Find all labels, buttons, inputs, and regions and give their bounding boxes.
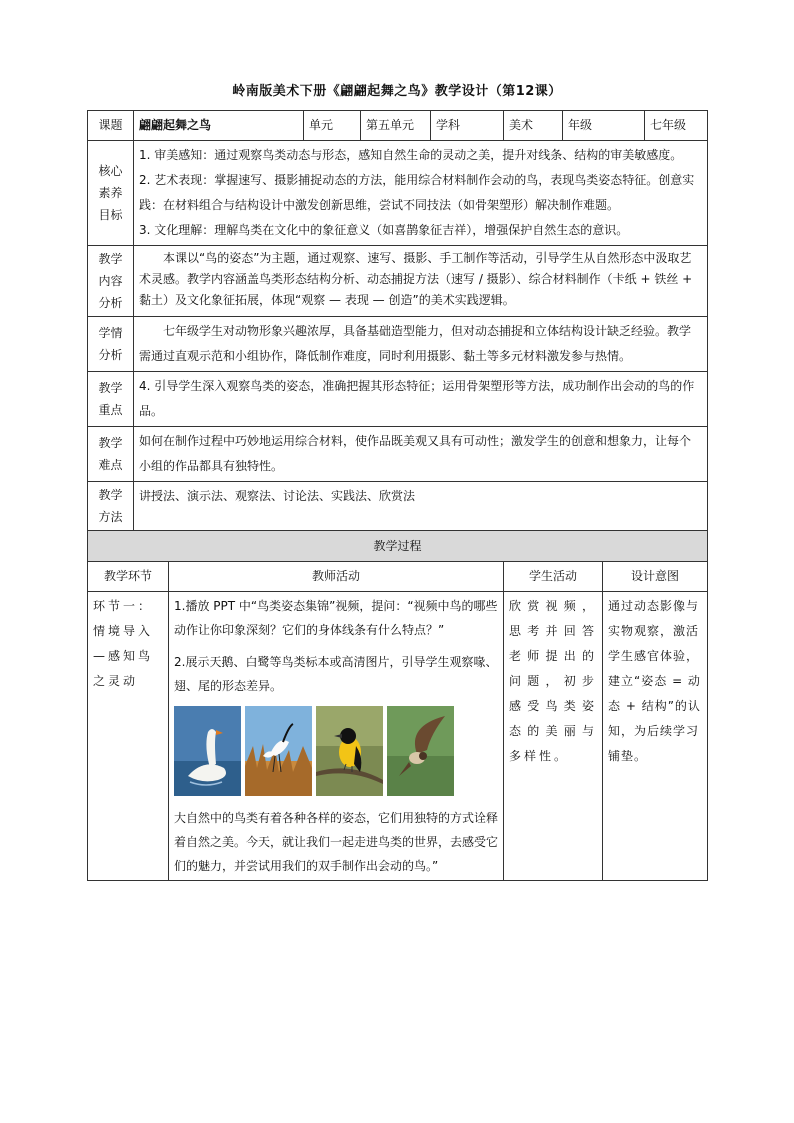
key-text: 4. 引导学生深入观察鸟类的姿态，准确把握其形态特征；运用骨架塑形等方法，成功制作出会动的鸟的作品。 <box>134 372 708 427</box>
swallow-photo <box>387 706 454 796</box>
methods-label: 教学方法 <box>88 482 134 531</box>
col-intent: 设计意图 <box>603 562 708 592</box>
key-label: 教学重点 <box>88 372 134 427</box>
process-row-1 <box>88 592 708 881</box>
subject-value: 美术 <box>504 111 563 141</box>
oriole-photo <box>316 706 383 796</box>
subject-label: 学科 <box>431 111 504 141</box>
analysis-text: 本课以“鸟的姿态”为主题，通过观察、速写、摄影、手工制作等活动，引导学生从自然形态中汲取艺术灵感。教学内容涵盖鸟类形态结构分析、动态捕捉方法（速写 / 摄影）、综合材料制作（卡纸 + 铁丝 + 黏土）及文化象征拓展，体现“观察 — 表现 — 创造”的美术实践逻辑。 <box>134 246 708 317</box>
analysis-row <box>88 246 708 317</box>
process-title: 教学过程 <box>88 531 708 562</box>
teacher-step-1: 1.播放 PPT 中“鸟类姿态集锦”视频，提问：“视频中鸟的哪些动作让你印象深刻？它们的身体线条有什么特点？” <box>174 599 498 637</box>
col-teacher: 教师活动 <box>169 562 504 592</box>
teacher-activity <box>169 592 504 881</box>
core-item-1: 1. 审美感知：通过观察鸟类动态与形态，感知自然生命的灵动之美，提升对线条、结构的审美敏感度。 <box>139 148 683 162</box>
analysis-label: 教学内容分析 <box>88 246 134 317</box>
difficult-text: 如何在制作过程中巧妙地运用综合材料，使作品既美观又具有可动性；激发学生的创意和想象力，让每个小组的作品都具有独特性。 <box>134 427 708 482</box>
core-item-3: 3. 文化理解：理解鸟类在文化中的象征意义（如喜鹊象征吉祥），增强保护自然生态的意识。 <box>139 223 629 237</box>
process-columns-row <box>88 562 708 592</box>
learner-text: 七年级学生对动物形象兴趣浓厚，具备基础造型能力，但对动态捕捉和立体结构设计缺乏经验。教学需通过直观示范和小组协作，降低制作难度，同时利用摄影、黏土等多元材料激发参与热情。 <box>134 317 708 372</box>
crane-photo <box>245 706 312 796</box>
difficult-label: 教学难点 <box>88 427 134 482</box>
col-segment: 教学环节 <box>88 562 169 592</box>
teacher-step-2: 2.展示天鹅、白鹭等鸟类标本或高清图片，引导学生观察喙、翅、尾的形态差异。 <box>174 655 498 693</box>
unit-label: 单元 <box>304 111 361 141</box>
lesson-plan-table <box>87 110 708 881</box>
bird-photos <box>174 706 498 796</box>
methods-text: 讲授法、演示法、观察法、讨论法、实践法、欣赏法 <box>134 482 708 531</box>
grade-label: 年级 <box>563 111 645 141</box>
header-row <box>88 111 708 141</box>
unit-value: 第五单元 <box>361 111 431 141</box>
segment-1: 环节一：情境导入—感知鸟之灵动 <box>88 592 169 881</box>
topic-value: 翩翩起舞之鸟 <box>134 111 304 141</box>
student-activity: 欣赏视频，思考并回答老师提出的问题，初步感受鸟类姿态的美丽与多样性。 <box>504 592 603 881</box>
swan-photo <box>174 706 241 796</box>
process-header-row <box>88 531 708 562</box>
topic-label: 课题 <box>88 111 134 141</box>
key-row <box>88 372 708 427</box>
methods-row <box>88 482 708 531</box>
learner-label: 学情分析 <box>88 317 134 372</box>
teacher-step-3: 大自然中的鸟类有着各种各样的姿态，它们用独特的方式诠释着自然之美。今天，就让我们一起走进鸟类的世界，去感受它们的魅力，并尝试用我们的双手制作出会动的鸟。” <box>174 811 499 873</box>
design-intent: 通过动态影像与实物观察，激活学生感官体验，建立“姿态 = 动态 + 结构”的认知，为后续学习铺垫。 <box>603 592 708 881</box>
core-label: 核心素养目标 <box>88 141 134 246</box>
grade-value: 七年级 <box>645 111 708 141</box>
core-item-2: 2. 艺术表现：掌握速写、摄影捕捉动态的方法，能用综合材料制作会动的鸟，表现鸟类姿态特征。创意实践：在材料组合与结构设计中激发创新思维，尝试不同技法（如骨架塑形）解决制作难题。 <box>139 173 695 212</box>
core-row <box>88 141 708 246</box>
learner-row <box>88 317 708 372</box>
difficult-row <box>88 427 708 482</box>
col-student: 学生活动 <box>504 562 603 592</box>
core-content <box>134 141 708 246</box>
page-title: 岭南版美术下册《翩翩起舞之鸟》教学设计（第12课） <box>232 84 562 99</box>
